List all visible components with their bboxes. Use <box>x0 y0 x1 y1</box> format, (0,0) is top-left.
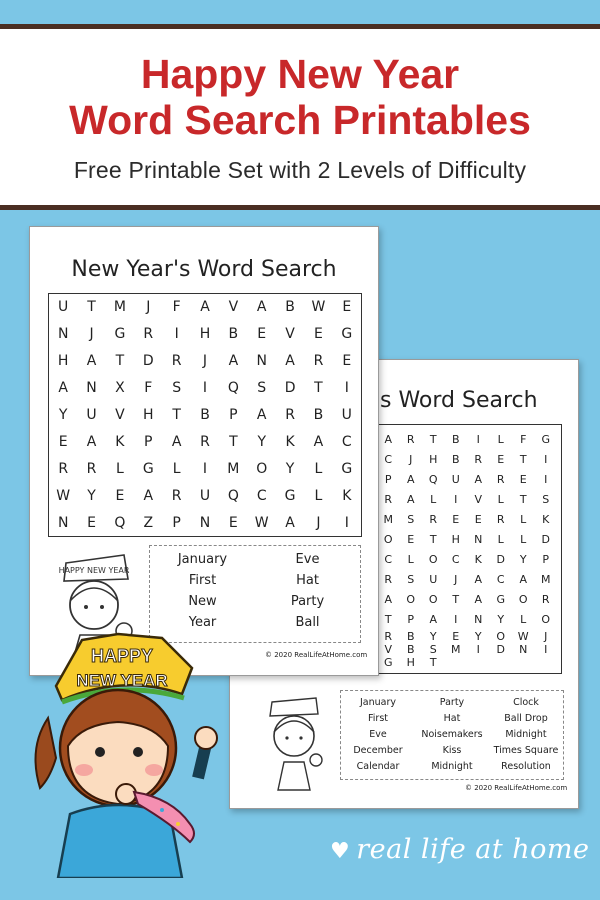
grid-letter: S <box>429 643 437 656</box>
word-list-item: Clock <box>513 697 539 708</box>
subtitle: Free Printable Set with 2 Levels of Difficulty <box>73 157 527 183</box>
grid-letter: G <box>541 432 551 446</box>
sheet-title: New Year's Word Search <box>71 257 337 282</box>
grid-letter: S <box>257 380 267 397</box>
grid-letter: M <box>113 299 126 316</box>
grid-letter: S <box>407 512 415 526</box>
grid-letter: G <box>142 460 154 477</box>
grid-letter: R <box>384 573 393 587</box>
grid-letter: E <box>342 299 352 316</box>
grid-letter: M <box>541 573 551 587</box>
grid-letter: L <box>497 533 504 547</box>
grid-letter: Y <box>58 406 68 423</box>
grid-letter: B <box>406 630 415 643</box>
grid-letter: U <box>451 472 460 486</box>
grid-letter: I <box>476 643 480 656</box>
grid-letter: O <box>256 460 268 477</box>
grid-letter: A <box>519 573 528 587</box>
grid-letter: U <box>199 487 211 504</box>
grid-letter: C <box>341 433 352 450</box>
grid-letter: E <box>314 326 323 343</box>
grid-letter: A <box>384 593 393 607</box>
word-list-item: Kiss <box>442 745 462 756</box>
grid-letter: J <box>454 573 458 587</box>
grid-letter: D <box>541 533 550 547</box>
grid-letter: M <box>451 643 461 656</box>
grid-letter: C <box>384 452 393 466</box>
grid-letter: W <box>254 514 269 531</box>
grid-letter: I <box>544 452 548 466</box>
copyright: © 2020 RealLifeAtHome.com <box>465 784 568 792</box>
title-banner <box>0 24 600 210</box>
grid-letter: R <box>384 492 393 506</box>
grid-letter: R <box>200 433 210 450</box>
new-year-girl-illustration <box>22 628 228 878</box>
grid-letter: J <box>89 326 94 343</box>
grid-letter: S <box>172 380 182 397</box>
grid-letter: V <box>228 299 239 316</box>
grid-letter: L <box>497 432 504 446</box>
grid-letter: R <box>429 512 438 526</box>
grid-letter: D <box>142 353 154 370</box>
grid-letter: C <box>496 573 505 587</box>
grid-letter: S <box>407 573 415 587</box>
grid-letter: T <box>429 533 437 547</box>
grid-letter: L <box>115 460 124 477</box>
word-list <box>340 690 564 780</box>
grid-letter: T <box>429 432 437 446</box>
word-list-item: Midnight <box>505 729 547 740</box>
word-search-sheet-easy <box>29 226 379 676</box>
grid-letter: T <box>452 593 460 607</box>
grid-letter: E <box>115 487 125 504</box>
grid-letter: N <box>474 533 483 547</box>
hat-text-line-1: HAPPY <box>90 646 154 666</box>
grid-letter: E <box>228 514 238 531</box>
word-list-item: Ball Drop <box>504 713 548 724</box>
grid-letter: L <box>520 613 527 627</box>
grid-letter: Y <box>257 433 266 450</box>
grid-letter: P <box>229 406 238 423</box>
grid-letter: N <box>519 643 528 656</box>
grid-letter: P <box>384 472 392 486</box>
grid-letter: E <box>87 514 96 531</box>
grid-letter: B <box>200 406 210 423</box>
grid-letter: F <box>172 299 181 316</box>
grid-letter: E <box>342 353 352 370</box>
grid-letter: L <box>314 460 323 477</box>
grid-letter: T <box>172 406 181 423</box>
grid-letter: T <box>519 492 527 506</box>
grid-letter: O <box>496 630 506 643</box>
word-list-item: First <box>188 573 217 588</box>
title-line-2: Word Search Printables <box>69 97 531 143</box>
grid-letter: L <box>314 487 323 504</box>
grid-letter: U <box>341 406 352 423</box>
grid-letter: O <box>428 593 438 607</box>
grid-letter: N <box>256 353 267 370</box>
grid-letter: Y <box>519 553 527 567</box>
grid-letter: G <box>496 593 506 607</box>
grid-letter: Q <box>114 514 126 531</box>
grid-letter: J <box>409 452 413 466</box>
grid-letter: B <box>451 432 460 446</box>
grid-letter: L <box>407 553 414 567</box>
grid-letter: A <box>406 492 415 506</box>
grid-letter: D <box>496 643 505 656</box>
word-list-item: Hat <box>296 573 319 588</box>
word-list-item: January <box>359 697 396 708</box>
brand-logo <box>330 834 590 865</box>
word-list-item: Noisemakers <box>421 729 483 740</box>
grid-letter: M <box>383 512 393 526</box>
word-list-item: First <box>368 713 388 724</box>
grid-letter: R <box>285 406 295 423</box>
grid-letter: V <box>115 406 125 423</box>
letter-grid <box>48 293 362 537</box>
grid-letter: F <box>520 432 527 446</box>
grid-letter: E <box>474 512 482 526</box>
grid-letter: A <box>58 380 68 397</box>
grid-letter: I <box>344 514 349 531</box>
grid-letter: A <box>429 613 438 627</box>
grid-letter: P <box>542 553 550 567</box>
word-list-item: Hat <box>443 713 461 724</box>
grid-letter: U <box>86 406 97 423</box>
grid-letter: V <box>384 643 393 656</box>
grid-letter: W <box>311 299 326 316</box>
word-list-item: Eve <box>369 729 387 740</box>
grid-letter: E <box>58 433 68 450</box>
grid-letter: R <box>58 460 69 477</box>
grid-letter: G <box>114 326 126 343</box>
grid-letter: A <box>228 353 239 370</box>
grid-letter: O <box>518 593 528 607</box>
grid-letter: H <box>143 406 154 423</box>
grid-letter: E <box>407 533 415 547</box>
grid-letter: P <box>172 514 181 531</box>
hat-text-line-2: NEW YEAR <box>76 671 168 690</box>
grid-letter: Z <box>143 514 154 531</box>
grid-letter: I <box>544 643 548 656</box>
grid-letter: Q <box>428 472 438 486</box>
grid-letter: W <box>517 630 529 643</box>
word-list-item: Year <box>188 615 217 630</box>
grid-letter: G <box>341 326 353 343</box>
grid-letter: V <box>474 492 483 506</box>
grid-letter: Q <box>227 380 239 397</box>
grid-letter: H <box>406 656 415 669</box>
grid-letter: T <box>115 353 125 370</box>
grid-letter: R <box>171 487 182 504</box>
grid-letter: A <box>384 432 393 446</box>
grid-letter: C <box>451 553 460 567</box>
grid-letter: Y <box>474 630 482 643</box>
grid-letter: L <box>520 512 527 526</box>
grid-letter: R <box>384 630 393 643</box>
grid-letter: J <box>316 514 321 531</box>
grid-letter: H <box>57 353 69 370</box>
grid-letter: I <box>344 380 349 397</box>
grid-letter: K <box>542 512 550 526</box>
grid-letter: B <box>313 406 324 423</box>
word-list-item: Times Square <box>493 745 559 756</box>
grid-letter: R <box>406 432 415 446</box>
grid-letter: A <box>285 514 295 531</box>
grid-letter: K <box>285 433 295 450</box>
grid-letter: A <box>171 433 182 450</box>
grid-letter: A <box>474 593 483 607</box>
word-list-item: New <box>188 594 217 609</box>
grid-letter: P <box>407 613 415 627</box>
grid-letter: A <box>285 353 295 370</box>
grid-letter: A <box>256 406 267 423</box>
grid-letter: O <box>406 593 416 607</box>
grid-letter: A <box>86 433 97 450</box>
grid-letter: Q <box>227 487 239 504</box>
grid-letter: A <box>406 472 415 486</box>
brand-text: real life at home <box>356 834 590 865</box>
grid-letter: O <box>541 613 551 627</box>
grid-letter: B <box>406 643 415 656</box>
grid-letter: Y <box>285 460 295 477</box>
letter-grid <box>372 424 562 674</box>
grid-letter: P <box>144 433 153 450</box>
copyright: © 2020 RealLifeAtHome.com <box>265 651 368 659</box>
grid-letter: G <box>284 487 296 504</box>
grid-letter: K <box>115 433 125 450</box>
grid-letter: N <box>86 380 97 397</box>
grid-letter: I <box>174 326 179 343</box>
grid-letter: Y <box>87 487 96 504</box>
grid-letter: K <box>474 553 482 567</box>
grid-letter: G <box>341 460 353 477</box>
grid-letter: H <box>451 533 460 547</box>
grid-letter: R <box>171 353 182 370</box>
grid-letter: C <box>256 487 267 504</box>
heart-icon: ♥ <box>330 839 351 864</box>
girl-coloring-illustration <box>254 680 334 792</box>
grid-letter: W <box>56 487 71 504</box>
title-line-1: Happy New Year <box>140 51 460 97</box>
grid-letter: T <box>384 613 392 627</box>
grid-letter: I <box>202 380 208 397</box>
grid-letter: O <box>428 553 438 567</box>
grid-letter: A <box>256 299 267 316</box>
grid-letter: M <box>227 460 240 477</box>
grid-letter: H <box>199 326 211 343</box>
grid-letter: S <box>542 492 550 506</box>
grid-letter: I <box>476 432 480 446</box>
word-list-item: December <box>353 745 403 756</box>
word-list-item: Party <box>290 594 325 609</box>
grid-letter: I <box>202 460 208 477</box>
grid-letter: N <box>199 514 211 531</box>
grid-letter: F <box>144 380 153 397</box>
grid-letter: X <box>115 380 125 397</box>
grid-letter: L <box>430 492 437 506</box>
grid-letter: V <box>285 326 295 343</box>
sheet-title: s Word Search <box>380 388 538 413</box>
grid-letter: C <box>384 553 393 567</box>
grid-letter: E <box>452 512 460 526</box>
mini-hat-text: HAPPY NEW YEAR <box>58 566 130 575</box>
grid-letter: B <box>228 326 239 343</box>
grid-letter: I <box>454 492 458 506</box>
grid-letter: G <box>383 656 393 669</box>
grid-letter: A <box>143 487 154 504</box>
grid-letter: E <box>257 326 267 343</box>
grid-letter: A <box>474 573 483 587</box>
grid-letter: U <box>58 299 69 316</box>
grid-letter: E <box>497 452 505 466</box>
grid-letter: E <box>519 472 527 486</box>
grid-letter: N <box>474 613 483 627</box>
grid-letter: E <box>452 630 460 643</box>
grid-letter: L <box>172 460 181 477</box>
word-list-item: Calendar <box>356 761 400 772</box>
grid-letter: R <box>313 353 324 370</box>
grid-letter: K <box>342 487 352 504</box>
grid-letter: T <box>87 299 96 316</box>
grid-letter: Y <box>497 613 505 627</box>
grid-letter: R <box>496 512 505 526</box>
grid-letter: H <box>429 452 438 466</box>
grid-letter: D <box>496 553 505 567</box>
grid-letter: R <box>496 472 505 486</box>
grid-letter: R <box>541 593 550 607</box>
grid-letter: Y <box>429 630 437 643</box>
grid-letter: R <box>474 452 483 466</box>
grid-letter: R <box>86 460 97 477</box>
grid-letter: L <box>520 533 527 547</box>
grid-letter: J <box>544 630 548 643</box>
grid-letter: B <box>285 299 295 316</box>
grid-letter: T <box>314 380 323 397</box>
grid-letter: O <box>383 533 393 547</box>
grid-letter: A <box>200 299 210 316</box>
grid-letter: U <box>429 573 438 587</box>
word-list-item: January <box>177 552 228 567</box>
grid-letter: J <box>146 299 151 316</box>
grid-letter: L <box>497 492 504 506</box>
grid-letter: T <box>519 452 527 466</box>
grid-letter: N <box>57 514 69 531</box>
grid-letter: A <box>86 353 97 370</box>
grid-letter: I <box>454 613 458 627</box>
grid-letter: T <box>229 433 238 450</box>
grid-letter: D <box>284 380 296 397</box>
grid-letter: B <box>451 452 460 466</box>
word-list-item: Midnight <box>431 761 473 772</box>
word-list-item: Eve <box>295 552 320 567</box>
grid-letter: J <box>202 353 208 370</box>
grid-letter: I <box>544 472 548 486</box>
word-list-item: Ball <box>295 615 320 630</box>
grid-letter: A <box>313 433 324 450</box>
grid-letter: T <box>429 656 437 669</box>
grid-letter: R <box>143 326 154 343</box>
word-list-item: Resolution <box>501 761 551 772</box>
word-list-item: Party <box>439 697 465 708</box>
grid-letter: A <box>474 472 483 486</box>
grid-letter: N <box>57 326 69 343</box>
